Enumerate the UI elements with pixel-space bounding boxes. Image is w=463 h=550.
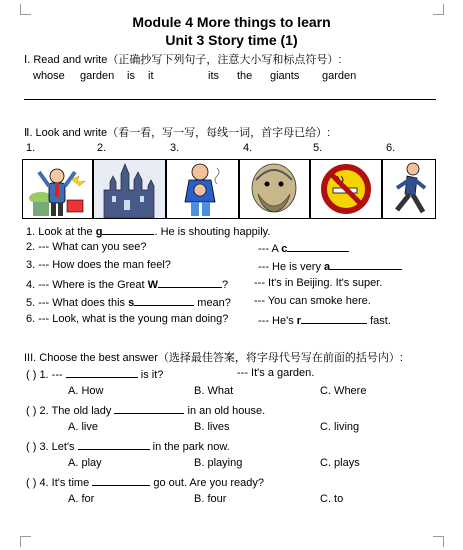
castle-icon [93,159,166,219]
running-man-icon [382,159,436,219]
sentence-3: 3. --- How does the man feel? [26,259,171,271]
option[interactable]: A. play [68,457,102,469]
sentence-5: 5. --- What does this s mean? [26,297,231,309]
sentence-4: 4. --- Where is the Great W ? [26,279,229,291]
option[interactable]: B. What [194,385,234,397]
option[interactable]: C. living [320,421,360,433]
sentence-6-answer: --- He's r fast. [258,315,391,327]
picture-number: 4. [243,142,253,154]
answer-blank[interactable] [78,439,150,450]
option[interactable]: A. for [68,493,95,505]
picture-number: 2. [97,142,107,154]
option[interactable]: C. plays [320,457,360,469]
shouting-man-icon [22,159,93,219]
option[interactable]: B. lives [194,421,230,433]
option[interactable]: C. Where [320,385,367,397]
corner-mark [20,536,31,547]
question-4: ( ) 4. It's time go out. Are you ready? [26,477,265,489]
sentence-1: 1. Look at the g . He is shouting happily. [26,226,271,238]
question-3: ( ) 3. Let's in the park now. [26,441,230,453]
answer-blank[interactable] [287,241,349,252]
answer-blank[interactable] [134,295,194,306]
no-smoking-sign-icon [310,159,382,219]
word: garden [322,70,357,82]
sentence-5-answer: --- You can smoke here. [254,295,371,307]
answer-blank[interactable] [330,259,402,270]
option[interactable]: A. How [68,385,104,397]
sentence-3-answer: --- He is very a [258,259,402,273]
word: is [127,70,135,82]
picture-number: 3. [170,142,180,154]
word: its [208,70,219,82]
page-title: Module 4 More things to learn [132,14,331,30]
option[interactable]: B. playing [194,457,243,469]
sentence-4-answer: --- It's in Beijing. It's super. [254,277,383,289]
word: the [237,70,253,82]
option[interactable]: B. four [194,493,227,505]
section3-heading: III. Choose the best answer（选择最佳答案，将字母代号写在前面的括号内）: [24,352,403,364]
word: it [148,70,154,82]
corner-mark [433,536,444,547]
answer-blank[interactable] [92,475,150,486]
answer-blank[interactable] [102,224,154,235]
word: whose [33,70,65,82]
question-2: ( ) 2. The old lady in an old house. [26,405,266,417]
option[interactable]: A. live [68,421,98,433]
giant-icon [239,159,310,219]
answer-blank[interactable] [301,313,367,324]
answer-blank[interactable] [158,277,222,288]
option[interactable]: C. to [320,493,344,505]
question-1: ( ) 1. --- is it? [26,369,164,381]
picture-number: 1. [26,142,36,154]
section1-heading: Ⅰ. Read and write（正确抄写下列句子，注意大小写和标点符号）: [24,54,342,66]
question-1-tail: --- It's a garden. [237,367,315,379]
section2-heading: Ⅱ. Look and write（看一看，写一写，每线一词，首字母已给）: [24,127,331,139]
page-subtitle: Unit 3 Story time (1) [165,32,298,48]
answer-blank[interactable] [66,367,138,378]
picture-number: 6. [386,142,396,154]
sentence-2-answer: --- A c [258,241,349,255]
sentence-6: 6. --- Look, what is the young man doing? [26,313,229,325]
sick-man-icon [166,159,239,219]
writing-line [24,99,436,100]
picture-number: 5. [313,142,323,154]
word: garden [80,70,115,82]
word: giants [270,70,300,82]
answer-blank[interactable] [114,403,184,414]
sentence-2: 2. --- What can you see? [26,241,147,253]
